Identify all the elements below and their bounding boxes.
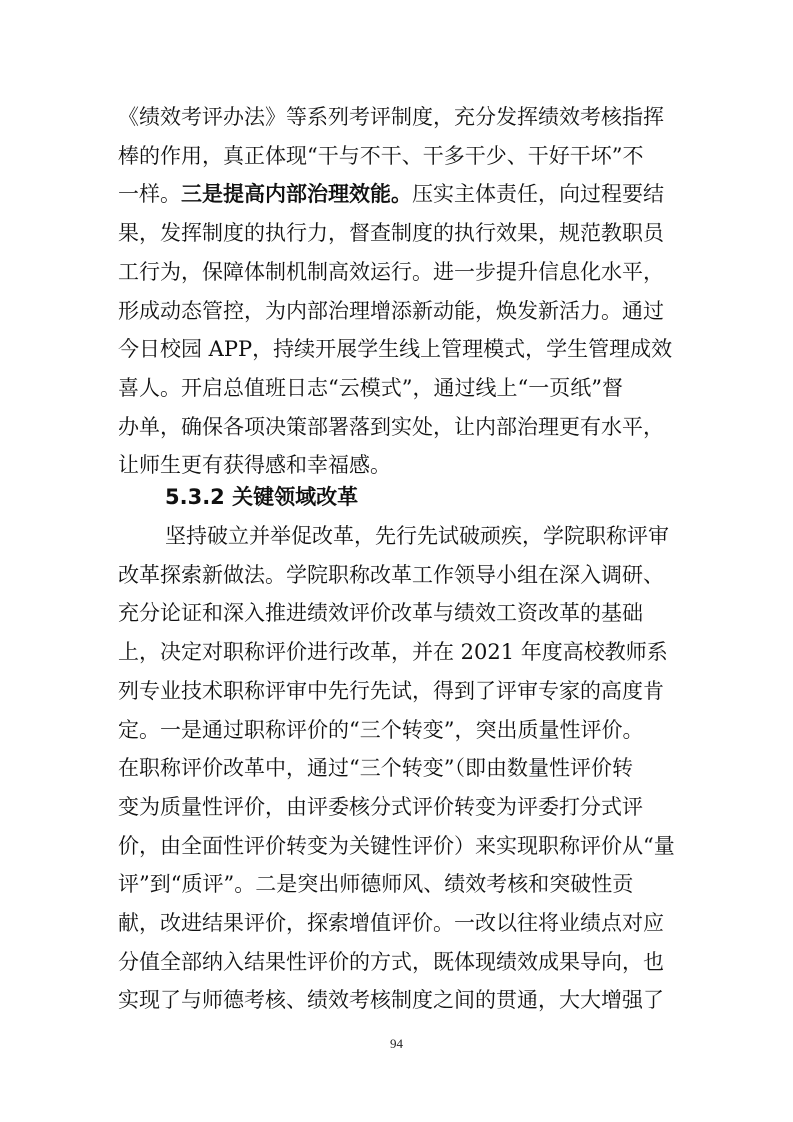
text-span: 在职称评价改革中，通过“三个转变”（即由数量性评价转 [118,756,633,781]
section-heading: 5.3.2 关键领域改革 [165,485,359,509]
text-span: 让师生更有获得感和幸福感。 [118,453,391,478]
text-line [118,904,688,942]
text-span: 坚持破立并举促改革，先行先试破顽疾，学院职称评审 [165,524,669,548]
text-line [118,408,688,446]
text-span: 果，发挥制度的执行力，督查制度的执行效果，规范教职员 [118,221,664,246]
text-line [118,253,688,291]
text-line [118,981,688,1019]
text-line [118,711,688,749]
text-line [118,672,688,710]
text-span: 充分论证和深入推进绩效评价改革与绩效工资改革的基础 [118,601,643,626]
text-line [118,749,688,787]
text-span: 压实主体责任，向过程要结 [412,182,664,207]
text-span: 工行为，保障体制机制高效运行。进一步提升信息化水平， [118,259,664,284]
page-number: 94 [390,1036,403,1051]
text-span: 分值全部纳入结果性评价的方式，既体现绩效成果导向，也 [118,949,664,974]
text-line [118,369,688,407]
text-span: 变为质量性评价，由评委核分式评价转变为评委打分式评 [118,794,643,819]
text-span: 改革探索新做法。学院职称改革工作领导小组在深入调研、 [118,562,664,587]
text-line [118,175,688,213]
text-span: 上，决定对职称评价进行改革，并在 2021 年度高校教师系 [118,640,668,665]
text-span: 喜人。开启总值班日志“云模式”，通过线上“一页纸”督 [118,375,623,400]
text-span: 定。一是通过职称评价的“三个转变”，突出质量性评价。 [118,717,644,742]
bold-text-span: 三是提高内部治理效能。 [181,182,412,207]
text-line [118,292,688,330]
text-line [118,827,688,865]
text-line [118,98,688,136]
text-span: 一样。 [118,182,181,207]
text-line [118,556,688,594]
text-span: 办单，确保各项决策部署落到实处，让内部治理更有水平， [118,414,664,439]
text-span: 列专业技术职称评审中先行先试，得到了评审专家的高度肯 [118,678,664,703]
text-line [118,137,688,175]
text-span: 形成动态管控，为内部治理增添新动能，焕发新活力。通过 [118,298,664,323]
text-line [118,943,688,981]
text-line [118,633,688,671]
text-line [118,788,688,826]
text-line [118,214,688,252]
text-line [118,330,688,368]
text-span: 棒的作用，真正体现“干与不干、干多干少、干好干坏”不 [118,143,644,168]
text-span: 评”到“质评”。二是突出师德师风、绩效考核和突破性贡 [118,872,634,897]
text-span: 今日校园 APP，持续开展学生线上管理模式，学生管理成效 [118,337,673,362]
text-span: 献，改进结果评价，探索增值评价。一改以往将业绩点对应 [118,911,664,935]
text-span: 《绩效考评办法》等系列考评制度，充分发挥绩效考核指挥 [118,105,664,129]
text-line [118,594,688,632]
text-line [165,517,688,555]
text-line [118,865,688,903]
text-span: 价，由全面性评价转变为关键性评价）来实现职称评价从“量 [118,833,675,858]
text-span: 实现了与师德考核、绩效考核制度之间的贯通，大大增强了 [118,988,664,1013]
